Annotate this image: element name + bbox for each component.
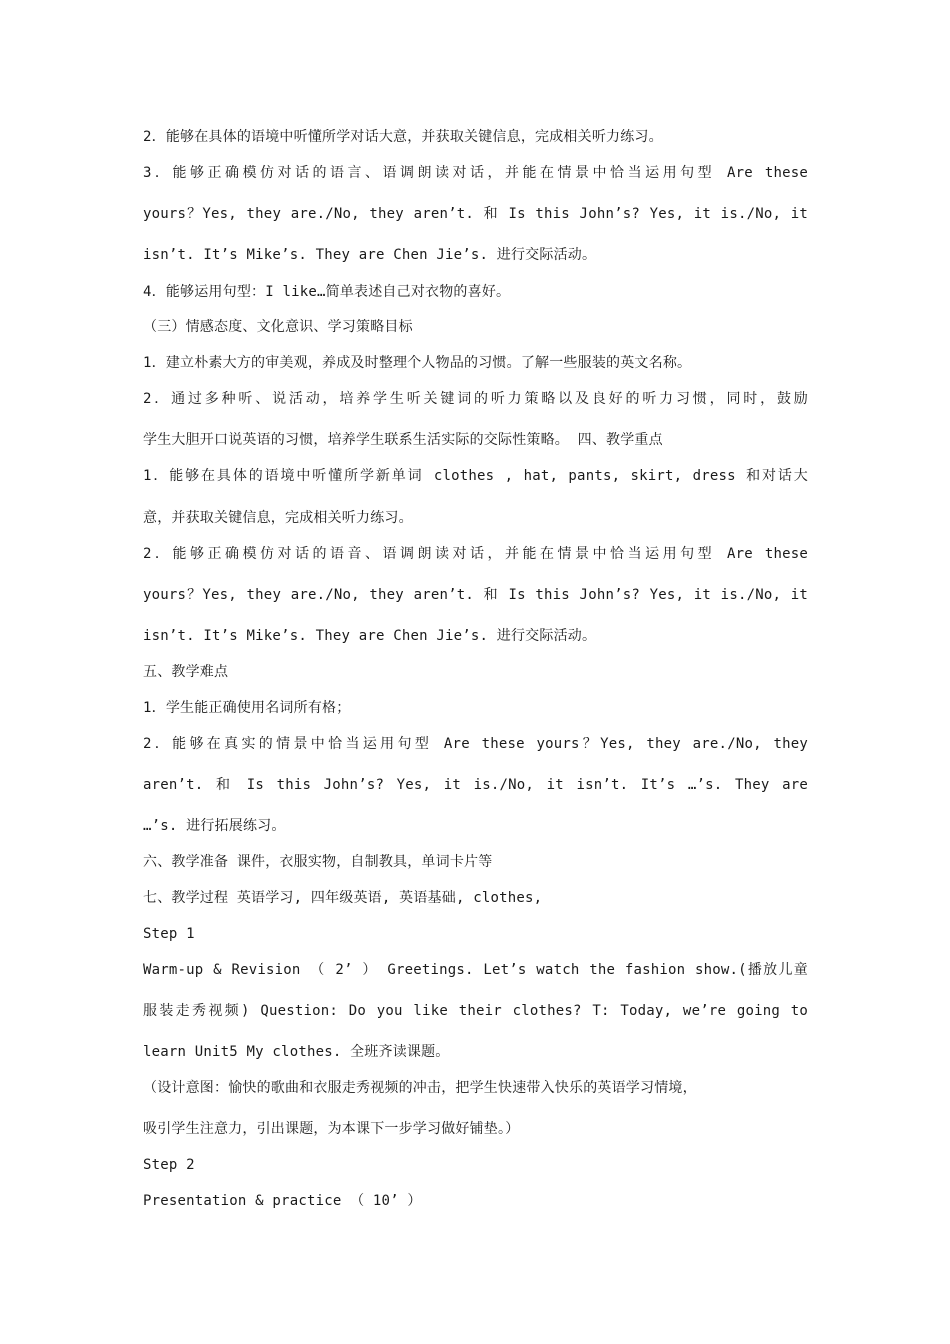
text-line: 1．学生能正确使用名词所有格； (143, 700, 351, 716)
text-line: aren’t. 和 Is this John’s? Yes, it is./No, it isn’t. It’s …’s. They are (143, 777, 808, 793)
step-heading: Step 2 (143, 1157, 195, 1173)
text-line: 2．能够在具体的语境中听懂所学对话大意，并获取关键信息，完成相关听力练习。 (143, 129, 663, 145)
section-heading: （三）情感态度、文化意识、学习策略目标 (143, 319, 413, 335)
text-line: 2．通过多种听、说活动，培养学生听关键词的听力策略以及良好的听力习惯，同时，鼓励 (143, 391, 808, 407)
text-line: isn’t. It’s Mike’s. They are Chen Jie’s. 进行交际活动。 (143, 628, 597, 644)
text-line: 学生大胆开口说英语的习惯，培养学生联系生活实际的交际性策略。 四、教学重点 (143, 432, 663, 448)
text-line: Presentation & practice （ 10’ ） (143, 1193, 422, 1209)
text-line: （设计意图：愉快的歌曲和衣服走秀视频的冲击，把学生快速带入快乐的英语学习情境， (143, 1080, 697, 1096)
text-line: isn’t. It’s Mike’s. They are Chen Jie’s. 进行交际活动。 (143, 247, 597, 263)
text-line: 1．能够在具体的语境中听懂所学新单词 clothes , hat, pants, skirt, dress 和对话大 (143, 468, 808, 484)
text-line: 3．能够正确模仿对话的语言、语调朗读对话，并能在情景中恰当运用句型 Are these (143, 165, 808, 181)
text-line: 服装走秀视频) Question: Do you like their clothes? T: Today, we’re going to (143, 1003, 808, 1019)
text-line: yours？Yes, they are./No, they aren’t. 和 Is this John’s? Yes, it is./No, it (143, 206, 808, 222)
step-heading: Step 1 (143, 926, 195, 942)
section-heading: 五、教学难点 (143, 664, 229, 680)
text-line: Warm-up & Revision （ 2’ ） Greetings. Let’s watch the fashion show.(播放儿童 (143, 962, 808, 978)
text-line: 意，并获取关键信息，完成相关听力练习。 (143, 510, 413, 526)
text-line: yours？Yes, they are./No, they aren’t. 和 Is this John’s? Yes, it is./No, it (143, 587, 808, 603)
text-line: 2．能够正确模仿对话的语音、语调朗读对话，并能在情景中恰当运用句型 Are these (143, 546, 808, 562)
text-line: 吸引学生注意力，引出课题，为本课下一步学习做好铺垫。） (143, 1121, 520, 1137)
text-line: 2．能够在真实的情景中恰当运用句型 Are these yours？Yes, they are./No, they (143, 736, 808, 752)
text-line: …’s. 进行拓展练习。 (143, 818, 286, 834)
section-heading: 七、教学过程 英语学习, 四年级英语, 英语基础, clothes, (143, 890, 543, 906)
text-line: 4．能够运用句型：I like…简单表述自己对衣物的喜好。 (143, 284, 511, 300)
text-line: 1．建立朴素大方的审美观，养成及时整理个人物品的习惯。了解一些服装的英文名称。 (143, 355, 692, 371)
text-line: learn Unit5 My clothes. 全班齐读课题。 (143, 1044, 450, 1060)
section-heading: 六、教学准备 课件，衣服实物，自制教具，单词卡片等 (143, 854, 493, 870)
